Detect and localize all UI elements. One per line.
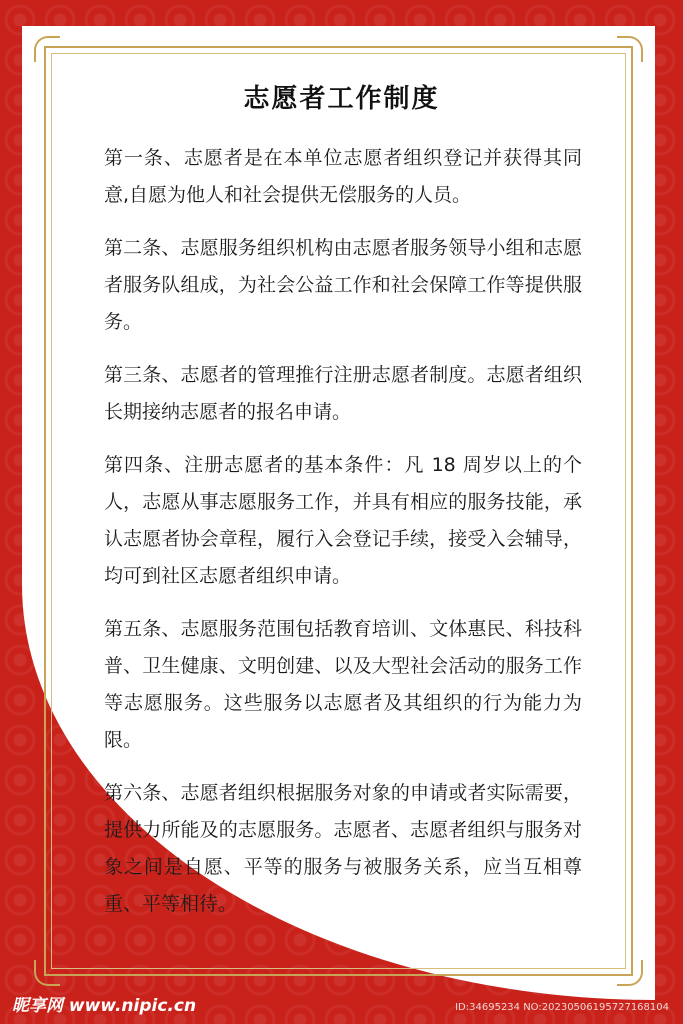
regulation-body [104, 140, 582, 939]
article-5: 第五条、志愿服务范围包括教育培训、文体惠民、科技科普、卫生健康、文明创建、以及大型社会活动的服务工作等志愿服务。这些服务以志愿者及其组织的行为能力为限。 [104, 618, 582, 751]
watermark-id: ID:34695234 NO:20230506195727168104 [455, 1002, 669, 1013]
frame-corner-ornament [617, 36, 643, 62]
article-2: 第二条、志愿服务组织机构由志愿者服务领导小组和志愿者服务队组成，为社会公益工作和社会保障工作等提供服务。 [104, 237, 582, 333]
article-1: 第一条、志愿者是在本单位志愿者组织登记并获得其同意,自愿为他人和社会提供无偿服务的人员。 [104, 147, 582, 206]
watermark-logo: 昵享网 www.nipic.cn [12, 996, 197, 1016]
article-3: 第三条、志愿者的管理推行注册志愿者制度。志愿者组织长期接纳志愿者的报名申请。 [104, 364, 582, 423]
frame-corner-ornament [34, 960, 60, 986]
frame-corner-ornament [34, 36, 60, 62]
article-6: 第六条、志愿者组织根据服务对象的申请或者实际需要，提供力所能及的志愿服务。志愿者、志愿者组织与服务对象之间是自愿、平等的服务与被服务关系，应当互相尊重、平等相待。 [104, 782, 582, 915]
article-4: 第四条、注册志愿者的基本条件：凡 18 周岁以上的个人，志愿从事志愿服务工作，并具有相应的服务技能，承认志愿者协会章程，履行入会登记手续，接受入会辅导，均可到社区志愿者组织申请。 [104, 454, 582, 587]
document-title: 志愿者工作制度 [243, 84, 440, 114]
